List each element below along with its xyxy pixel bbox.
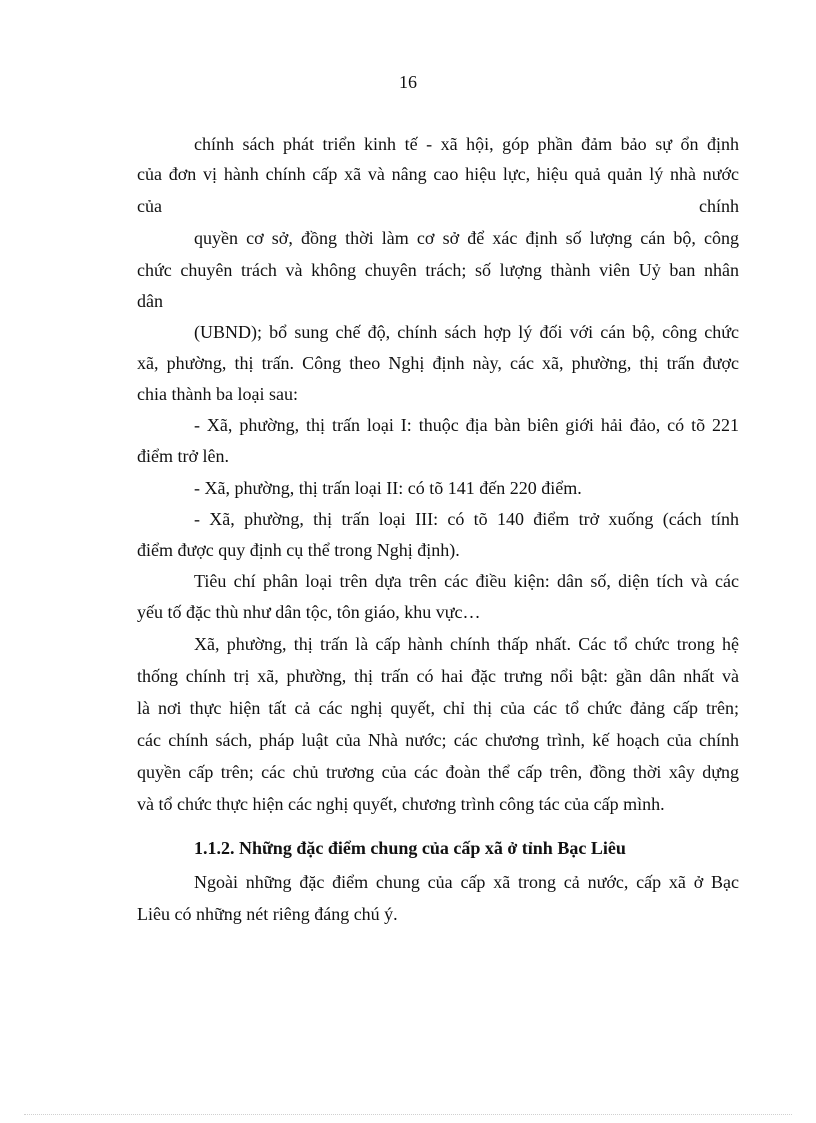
paragraph-line: Tiêu chí phân loại trên dựa trên các điều kiện: dân số, diện tích và các <box>194 571 739 591</box>
page-number: 16 <box>399 72 417 92</box>
paragraph-line: và tổ chức thực hiện các nghị quyết, chương trình công tác của cấp mình. <box>137 794 665 814</box>
paragraph-line: dân <box>137 291 163 311</box>
paragraph-line: Xã, phường, thị trấn là cấp hành chính thấp nhất. Các tổ chức trong hệ <box>194 634 739 654</box>
paragraph-line: là nơi thực hiện tất cả các nghị quyết, chỉ thị của các tổ chức đảng cấp trên; <box>137 698 739 718</box>
list-item-line: điểm trở lên. <box>137 446 229 466</box>
paragraph-line: của đơn vị hành chính cấp xã và nâng cao hiệu lực, hiệu quả quản lý nhà nước <box>137 164 739 184</box>
paragraph-line: các chính sách, pháp luật của Nhà nước; các chương trình, kế hoạch của chính <box>137 730 739 750</box>
list-item-line: điểm được quy định cụ thể trong Nghị định). <box>137 540 460 560</box>
paragraph-line: chia thành ba loại sau: <box>137 384 298 404</box>
paragraph-line: của <box>137 196 162 216</box>
page-bottom-divider <box>24 1114 792 1115</box>
paragraph-line: quyền cấp trên; các chủ trương của các đoàn thể cấp trên, đồng thời xây dựng <box>137 762 739 782</box>
paragraph-line: chính <box>699 196 739 216</box>
paragraph-line: quyền cơ sở, đồng thời làm cơ sở để xác định số lượng cán bộ, công <box>194 228 739 248</box>
list-item-line: - Xã, phường, thị trấn loại I: thuộc địa bàn biên giới hải đảo, có tõ 221 <box>194 415 739 435</box>
section-heading: 1.1.2. Những đặc điểm chung của cấp xã ở tỉnh Bạc Liêu <box>194 838 626 858</box>
paragraph-line: Ngoài những đặc điểm chung của cấp xã trong cả nước, cấp xã ở Bạc <box>194 872 739 892</box>
paragraph-line: xã, phường, thị trấn. Công theo Nghị định này, các xã, phường, thị trấn được <box>137 353 739 373</box>
paragraph-line: yếu tố đặc thù như dân tộc, tôn giáo, khu vực… <box>137 602 481 622</box>
paragraph-line: (UBND); bổ sung chế độ, chính sách hợp lý đối với cán bộ, công chức <box>194 322 739 342</box>
list-item-line: - Xã, phường, thị trấn loại III: có tõ 140 điểm trở xuống (cách tính <box>194 509 739 529</box>
paragraph-line: chính sách phát triển kinh tế - xã hội, góp phần đảm bảo sự ổn định <box>194 134 739 154</box>
paragraph-line: thống chính trị xã, phường, thị trấn có hai đặc trưng nổi bật: gần dân nhất và <box>137 666 739 686</box>
paragraph-line: chức chuyên trách và không chuyên trách; số lượng thành viên Uỷ ban nhân <box>137 260 739 280</box>
list-item-line: - Xã, phường, thị trấn loại II: có tõ 141 đến 220 điểm. <box>194 478 582 498</box>
paragraph-line: Liêu có những nét riêng đáng chú ý. <box>137 904 398 924</box>
